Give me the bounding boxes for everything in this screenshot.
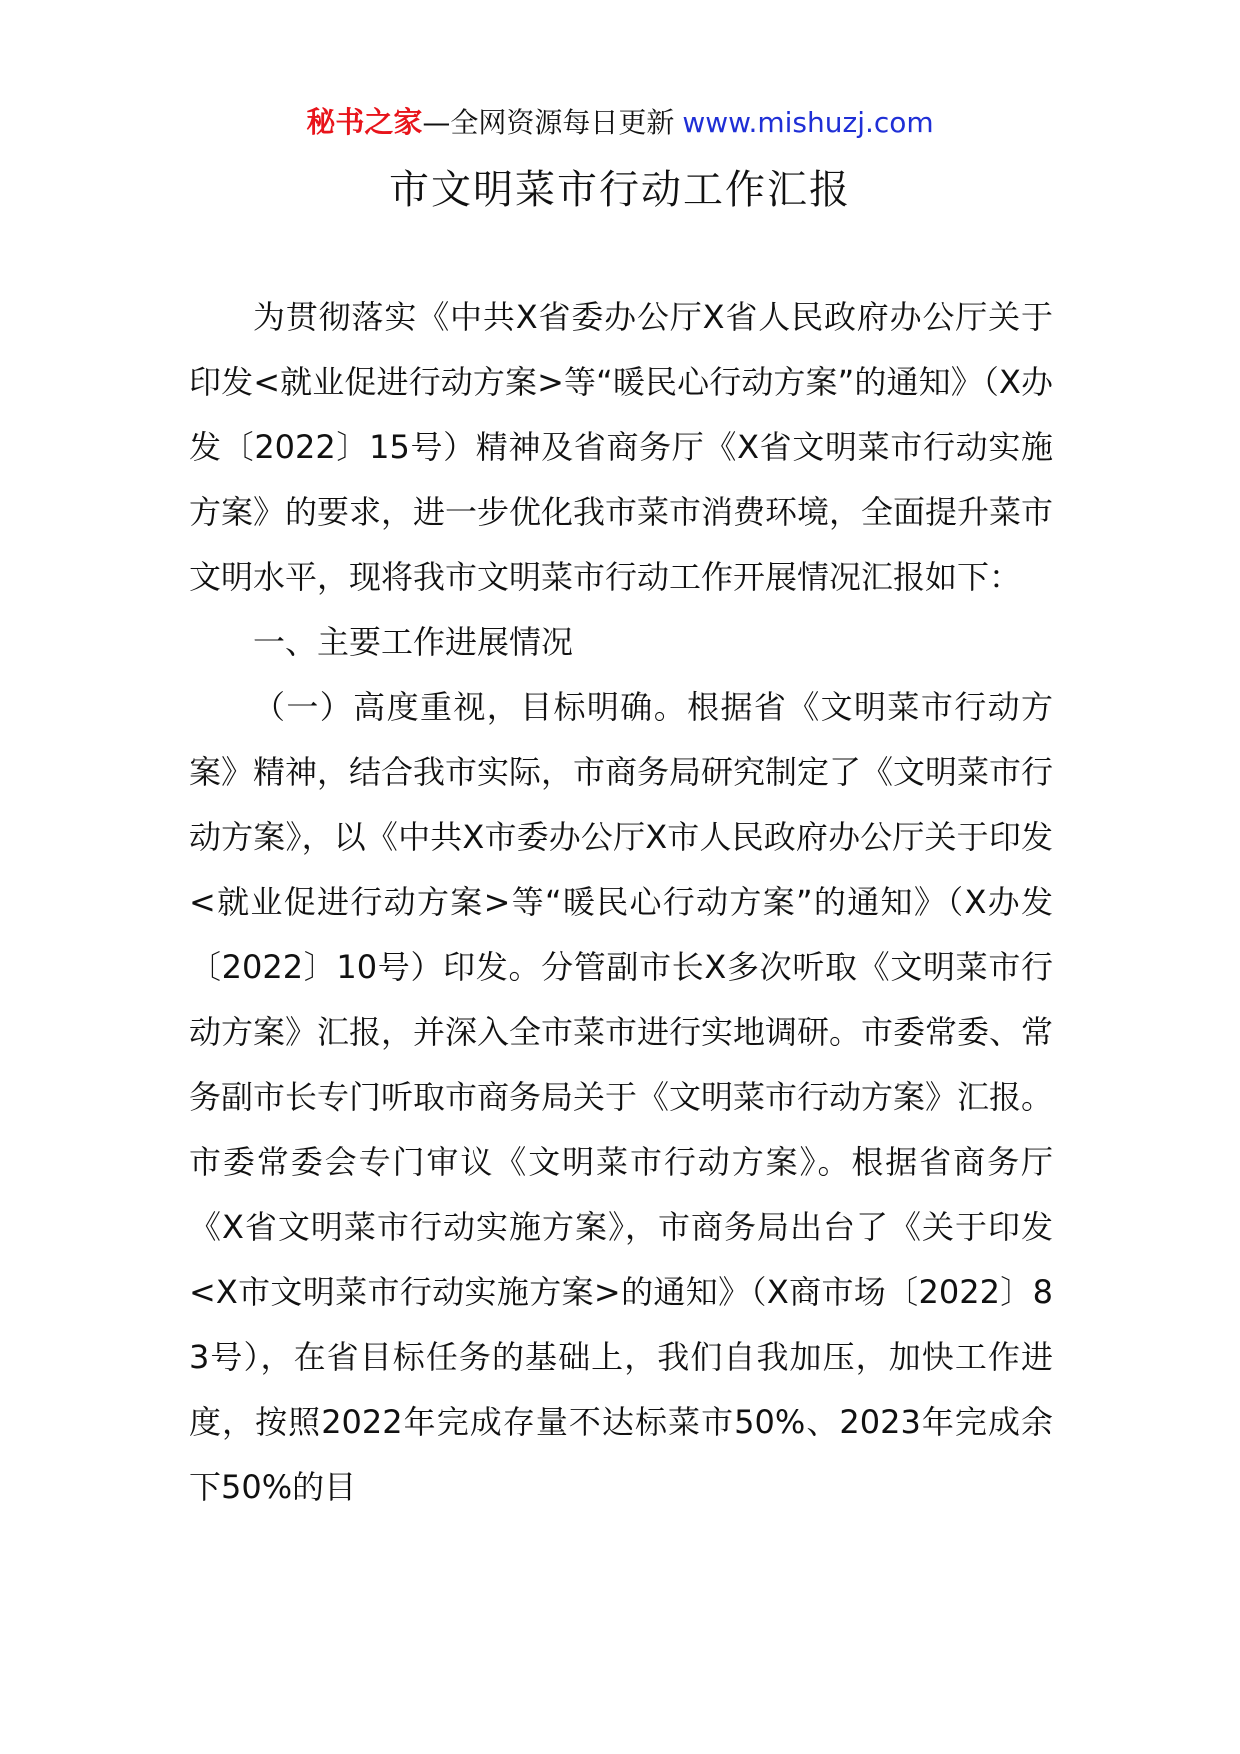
site-url-link[interactable]: www.mishuzj.com	[682, 106, 934, 139]
document-title: 市文明菜市行动工作汇报	[389, 167, 851, 213]
site-banner	[0, 102, 1240, 143]
section-heading: 一、主要工作进展情况	[253, 623, 574, 661]
section-paragraph: （一）高度重视，目标明确。根据省《文明菜市行动方案》精神，结合我市实际，市商务局研究制定了《文明菜市行动方案》，以《中共X市委办公厅X市人民政府办公厅关于印发<就业促进行动方案>等“暖民心行动方案”的通知》（X办发〔2022〕10号）印发。分管副市长X多次听取《文明菜市行动方案》汇报，并深入全市菜市进行实地调研。市委常委、常务副市长专门听取市商务局关于《文明菜市行动方案》汇报。市委常委会专门审议《文明菜市行动方案》。根据省商务厅《X省文明菜市行动实施方案》，市商务局出台了《关于印发<X市文明菜市行动实施方案>的通知》（X商市场〔2022〕83号），在省目标任务的基础上，我们自我加压，加快工作进度，按照2022年完成存量不达标菜市50%、2023年完成余下50%的目	[189, 688, 1054, 1506]
document-body	[189, 285, 1053, 1520]
banner-tagline: —全网资源每日更新	[422, 106, 675, 139]
intro-paragraph: 为贯彻落实《中共X省委办公厅X省人民政府办公厅关于印发<就业促进行动方案>等“暖民心行动方案”的通知》（X办发〔2022〕15号）精神及省商务厅《X省文明菜市行动实施方案》的要求，进一步优化我市菜市消费环境，全面提升菜市文明水平，现将我市文明菜市行动工作开展情况汇报如下：	[189, 298, 1054, 596]
brand-name: 秘书之家	[306, 105, 423, 139]
